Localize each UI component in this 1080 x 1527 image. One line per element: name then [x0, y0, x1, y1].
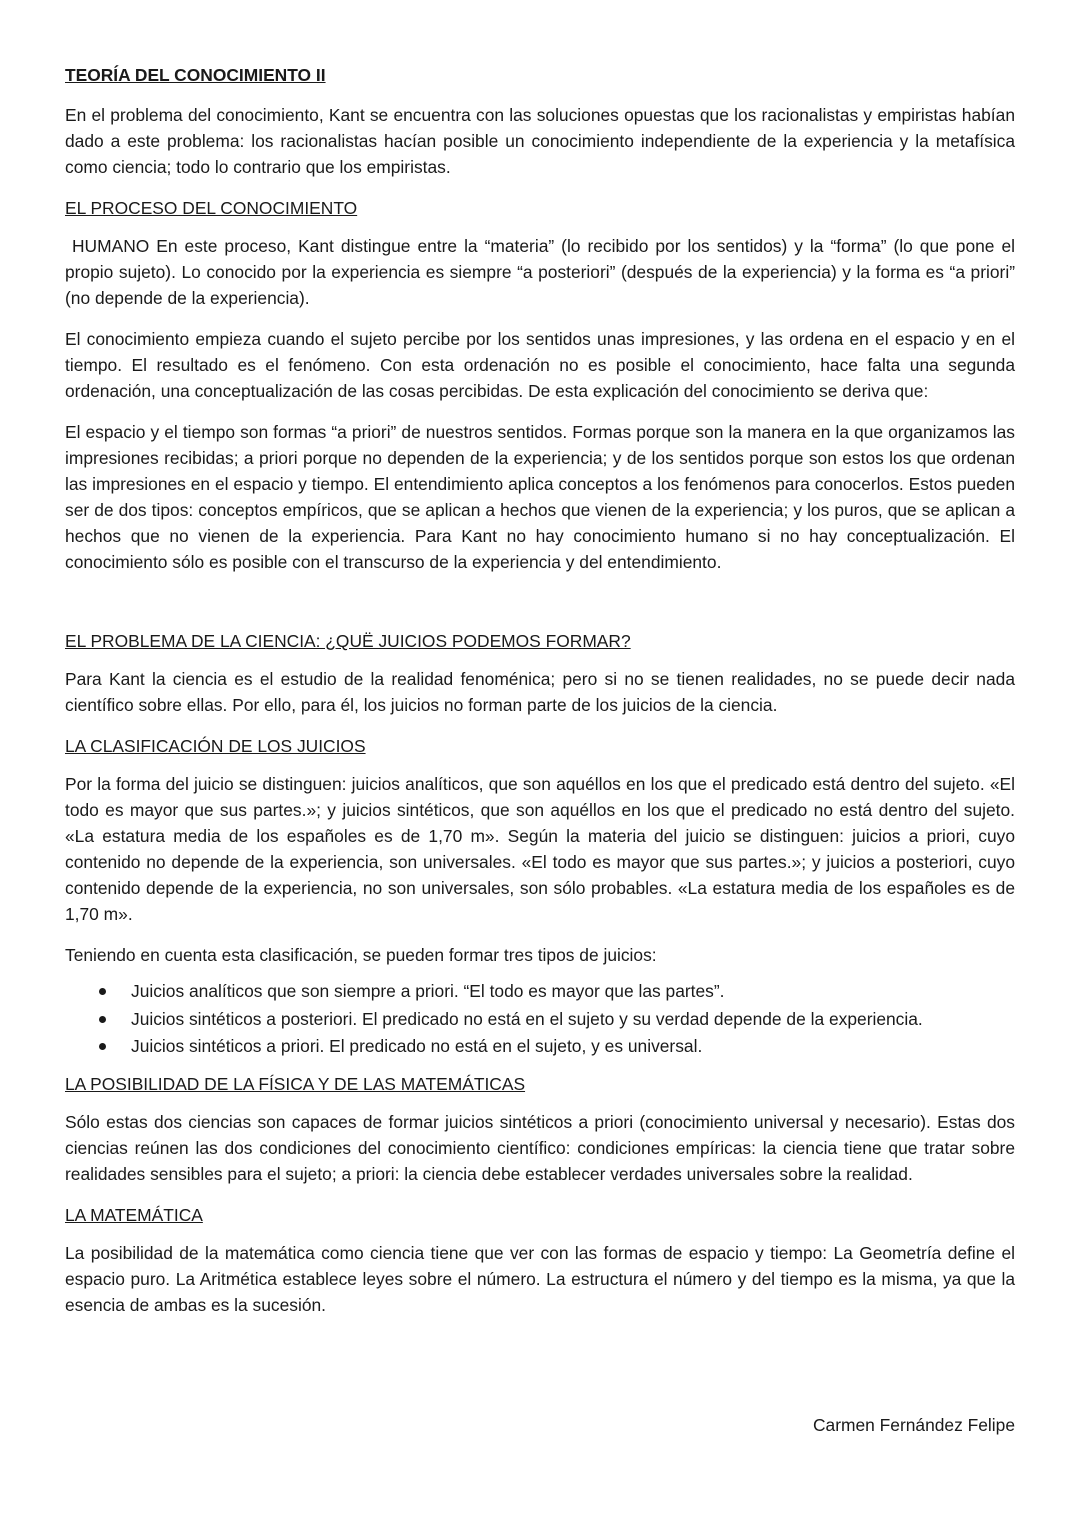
- juicios-list: [65, 978, 1015, 1061]
- clasificacion-paragraph-2: Teniendo en cuenta esta clasificación, se pueden formar tres tipos de juicios:: [65, 945, 657, 965]
- section-heading-matematica: LA MATEMÁTICA: [65, 1204, 203, 1225]
- proceso-paragraph-3: El espacio y el tiempo son formas “a priori” de nuestros sentidos. Formas porque son la manera en la que organizamos las impresiones recibidas; a priori porque no dependen de la experiencia; y de los sentidos porque son estos los que ordenan las impresiones en el espacio y tiempo. El entendimiento aplica conceptos a los fenómenos para conocerlos. Estos pueden ser de dos tipos: conceptos empíricos, que se aplican a hechos que vienen de la experiencia; y los puros, que se aplican a hechos que no vienen de la experiencia. Para Kant no hay conocimiento humano si no hay conceptualización. El conocimiento sólo es posible con el transcurso de la experiencia y del entendimiento.: [65, 422, 1015, 572]
- document-title: TEORÍA DEL CONOCIMIENTO II: [65, 65, 326, 85]
- list-item: Juicios sintéticos a priori. El predicado no está en el sujeto, y es universal.: [131, 1033, 1015, 1061]
- proceso-paragraph-1: HUMANO En este proceso, Kant distingue entre la “materia” (lo recibido por los sentidos) y la “forma” (lo que pone el propio sujeto). Lo conocido por la experiencia es siempre “a posteriori” (después de la experiencia) y la forma es “a priori” (no depende de la experiencia).: [65, 236, 1020, 308]
- intro-paragraph: En el problema del conocimiento, Kant se encuentra con las soluciones opuestas que los racionalistas y empiristas habían dado a este problema: los racionalistas hacían posible un conocimiento independiente de la experiencia y la metafísica como ciencia; todo lo contrario que los empiristas.: [65, 105, 1015, 177]
- section-heading-clasificacion: LA CLASIFICACIÓN DE LOS JUICIOS: [65, 736, 366, 756]
- section-gap: [65, 590, 1015, 628]
- matematica-paragraph: La posibilidad de la matemática como ciencia tiene que ver con las formas de espacio y tiempo: La Geometría define el espacio puro. La Aritmética establece leyes sobre el número. La estructura el número y del tiempo es la misma, ya que la esencia de ambas es la sucesión.: [65, 1242, 1015, 1315]
- clasificacion-paragraph-1: Por la forma del juicio se distinguen: juicios analíticos, que son aquéllos en los que el predicado está dentro del sujeto. «El todo es mayor que sus partes.»; y juicios sintéticos, que son aquéllos en los que el predicado no está dentro del sujeto. «La estatura media de los españoles es de 1,70 m». Según la materia del juicio se distinguen: juicios a priori, cuyo contenido no depende de la experiencia, son universales. «El todo es mayor que sus partes.»; y juicios a posteriori, cuyo contenido depende de la experiencia, no son universales, son sólo probables. «La estatura media de los españoles es de 1,70 m».: [65, 774, 1015, 924]
- document-page: [65, 62, 1020, 1333]
- list-item: Juicios analíticos que son siempre a priori. “El todo es mayor que las partes”.: [131, 978, 1015, 1006]
- section-heading-ciencia: EL PROBLEMA DE LA CIENCIA: ¿QUË JUICIOS PODEMOS FORMAR?: [65, 631, 631, 651]
- ciencia-paragraph: Para Kant la ciencia es el estudio de la realidad fenoménica; pero si no se tienen realidades, no se puede decir nada científico sobre ellas. Por ello, para él, los juicios no forman parte de los juicios de la ciencia.: [65, 669, 1015, 715]
- section-heading-proceso: EL PROCESO DEL CONOCIMIENTO: [65, 198, 358, 218]
- author-name: Carmen Fernández Felipe: [812, 1415, 1015, 1435]
- fisica-matematicas-paragraph: Sólo estas dos ciencias son capaces de formar juicios sintéticos a priori (conocimiento universal y necesario). Estas dos ciencias reúnen las dos condiciones del conocimiento científico: condiciones empíricas: la ciencia tiene que tratar sobre realidades sensibles para el sujeto; a priori: la ciencia debe establecer verdades universales sobre la realidad.: [65, 1111, 1015, 1184]
- list-item: Juicios sintéticos a posteriori. El predicado no está en el sujeto y su verdad depende de la experiencia.: [131, 1006, 1015, 1034]
- proceso-paragraph-2: El conocimiento empieza cuando el sujeto percibe por los sentidos unas impresiones, y las ordena en el espacio y en el tiempo. El resultado es el fenómeno. Con esta ordenación no es posible el conocimiento, hace falta una segunda ordenación, una conceptualización de las cosas percibidas. De esta explicación del conocimiento se deriva que:: [65, 329, 1015, 401]
- section-heading-fisica-matematicas: LA POSIBILIDAD DE LA FÍSICA Y DE LAS MATEMÁTICAS: [65, 1073, 526, 1094]
